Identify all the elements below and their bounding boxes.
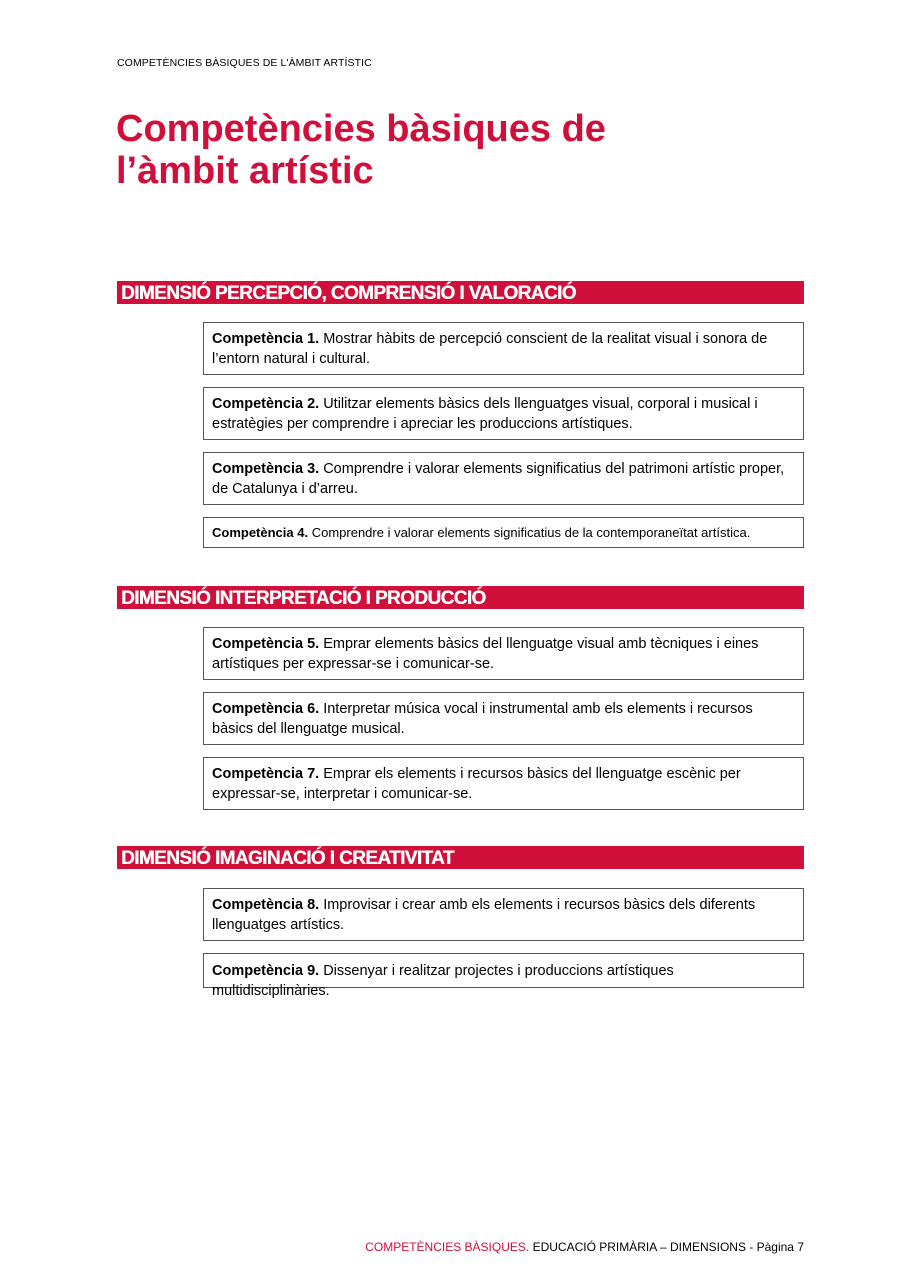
competence-9-text: Dissenyar i realitzar projectes i produccions artístiques multidisciplinàries. [212,963,674,999]
competence-8-text: Improvisar i crear amb els elements i recursos bàsics dels diferents llenguatges artístics. [212,897,756,933]
page-title [116,108,606,192]
page-title-line-1: Competències bàsiques de [116,108,606,150]
competence-8-box [203,888,804,941]
competence-4-label: Competència 4. [212,525,309,540]
competence-4-text: Comprendre i valorar elements significatius de la contemporaneïtat artística. [308,525,751,540]
competence-2-text: Utilitzar elements bàsics dels llenguatges visual, corporal i musical i estratègies per comprendre i apreciar les produccions artístiques. [212,396,758,432]
competence-7-box [203,757,804,810]
section-heading-interpretation: DIMENSIÓ INTERPRETACIÓ I PRODUCCIÓ [117,586,804,609]
competence-3-text: Comprendre i valorar elements significatius del patrimoni artístic proper, de Catalunya i d’arreu. [212,461,785,497]
footer-page-info: EDUCACIÓ PRIMÀRIA – DIMENSIONS - Pàgina 7 [529,1240,804,1254]
competence-4-box [203,517,804,548]
page-footer [365,1240,804,1254]
competence-2-box [203,387,804,440]
competence-5-box [203,627,804,680]
competence-5-text: Emprar elements bàsics del llenguatge visual amb tècniques i eines artístiques per expressar-se i comunicar-se. [212,636,759,672]
competence-6-box [203,692,804,745]
competence-6-label: Competència 6. [212,701,320,717]
competence-2-label: Competència 2. [212,396,320,412]
competence-7-text: Emprar els elements i recursos bàsics del llenguatge escènic per expressar-se, interpretar i comunicar-se. [212,766,741,802]
competence-9-label: Competència 9. [212,963,320,979]
competence-8-label: Competència 8. [212,897,320,913]
competence-5-label: Competència 5. [212,636,320,652]
section-heading-perception: DIMENSIÓ PERCEPCIÓ, COMPRENSIÓ I VALORACIÓ [117,281,804,304]
competence-1-box [203,322,804,375]
competence-9-box [203,953,804,999]
competence-6-text: Interpretar música vocal i instrumental amb els elements i recursos bàsics del llenguatge musical. [212,701,753,737]
competence-3-label: Competència 3. [212,461,320,477]
running-header: COMPETÈNCIES BÀSIQUES DE L'ÀMBIT ARTÍSTIC [117,57,372,69]
page-title-line-2: l’àmbit artístic [116,150,374,192]
competence-7-label: Competència 7. [212,766,320,782]
competence-1-text: Mostrar hàbits de percepció conscient de la realitat visual i sonora de l’entorn natural i cultural. [212,331,768,367]
competence-1-label: Competència 1. [212,331,320,347]
section-heading-creativity: DIMENSIÓ IMAGINACIÓ I CREATIVITAT [117,846,804,869]
competence-3-box [203,452,804,505]
footer-series-title: COMPETÈNCIES BÀSIQUES. [365,1240,530,1254]
